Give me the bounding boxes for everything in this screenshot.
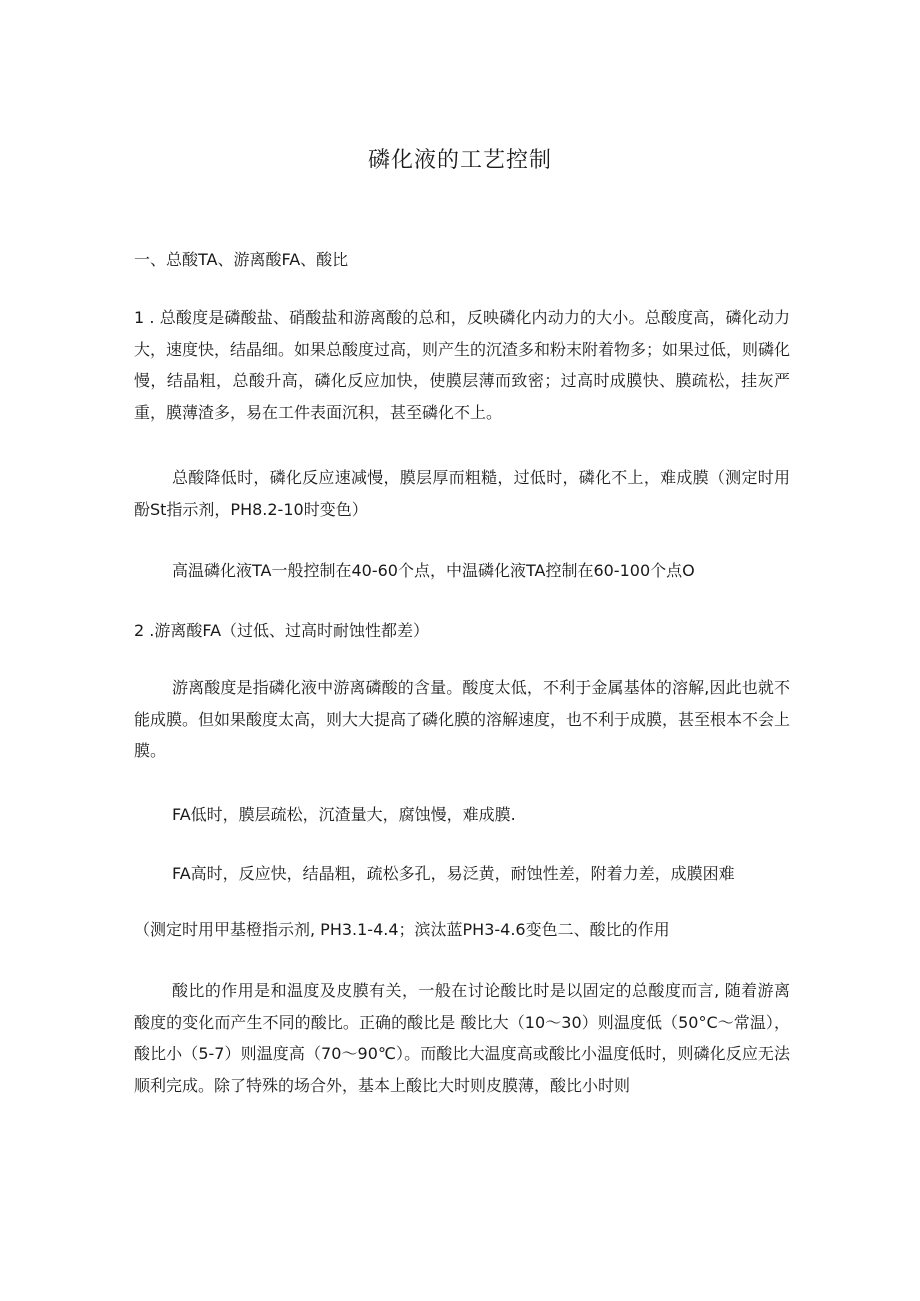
paragraph-total-acid-low: 总酸降低时，磷化反应速减慢，膜层厚而粗糙，过低时，磷化不上，难成膜（测定时用酚St指示剂，PH8.2-10时变色） xyxy=(134,468,790,519)
page-title: 磷化液的工艺控制 xyxy=(367,148,552,173)
paragraph-total-acid: 1 . 总酸度是磷酸盐、硝酸盐和游离酸的总和，反映磷化内动力的大小。总酸度高，磷化动力大，速度快，结晶细。如果总酸度过高，则产生的沉渣多和粉末附着物多；如果过低，则磷化慢，结晶粗，总酸升高，磷化反应加快，使膜层薄而致密；过高时成膜快、膜疏松，挂灰严重，膜薄渣多，易在工件表面沉积，甚至磷化不上。 xyxy=(134,308,791,422)
paragraph-acid-ratio: 酸比的作用是和温度及皮膜有关，一般在讨论酸比时是以固定的总酸度而言, 随着游离酸度的变化而产生不同的酸比。正确的酸比是 酸比大（10～30）则温度低（50°C～常温），酸比小（5-7）则温度高（70～90℃）。而酸比大温度高或酸比小温度低时，则磷化反应无法顺利完成。除了特殊的场合外，基本上酸比大时则皮膜薄，酸比小时则 xyxy=(134,981,790,1095)
paragraph-indicator: （测定时用甲基橙指示剂, PH3.1-4.4；滨汰蓝PH3-4.6变色二、酸比的作用 xyxy=(134,920,670,939)
paragraph-ta-control: 高温磷化液TA一般控制在40-60个点，中温磷化液TA控制在60-100个点O xyxy=(172,561,695,580)
paragraph-free-acid-heading: 2 .游离酸FA（过低、过高时耐蚀性都差） xyxy=(134,621,430,640)
section-heading: 一、总酸TA、游离酸FA、酸比 xyxy=(134,250,349,269)
paragraph-fa-low: FA低时，膜层疏松，沉渣量大，腐蚀慢，难成膜. xyxy=(172,805,516,824)
paragraph-free-acid: 游离酸度是指磷化液中游离磷酸的含量。酸度太低，不利于金属基体的溶解,因此也就不能成膜。但如果酸度太高，则大大提高了磷化膜的溶解速度，也不利于成膜，甚至根本不会上膜。 xyxy=(134,678,791,760)
paragraph-fa-high: FA高时，反应快，结晶粗，疏松多孔，易泛黄，耐蚀性差，附着力差，成膜困难 xyxy=(172,864,735,883)
